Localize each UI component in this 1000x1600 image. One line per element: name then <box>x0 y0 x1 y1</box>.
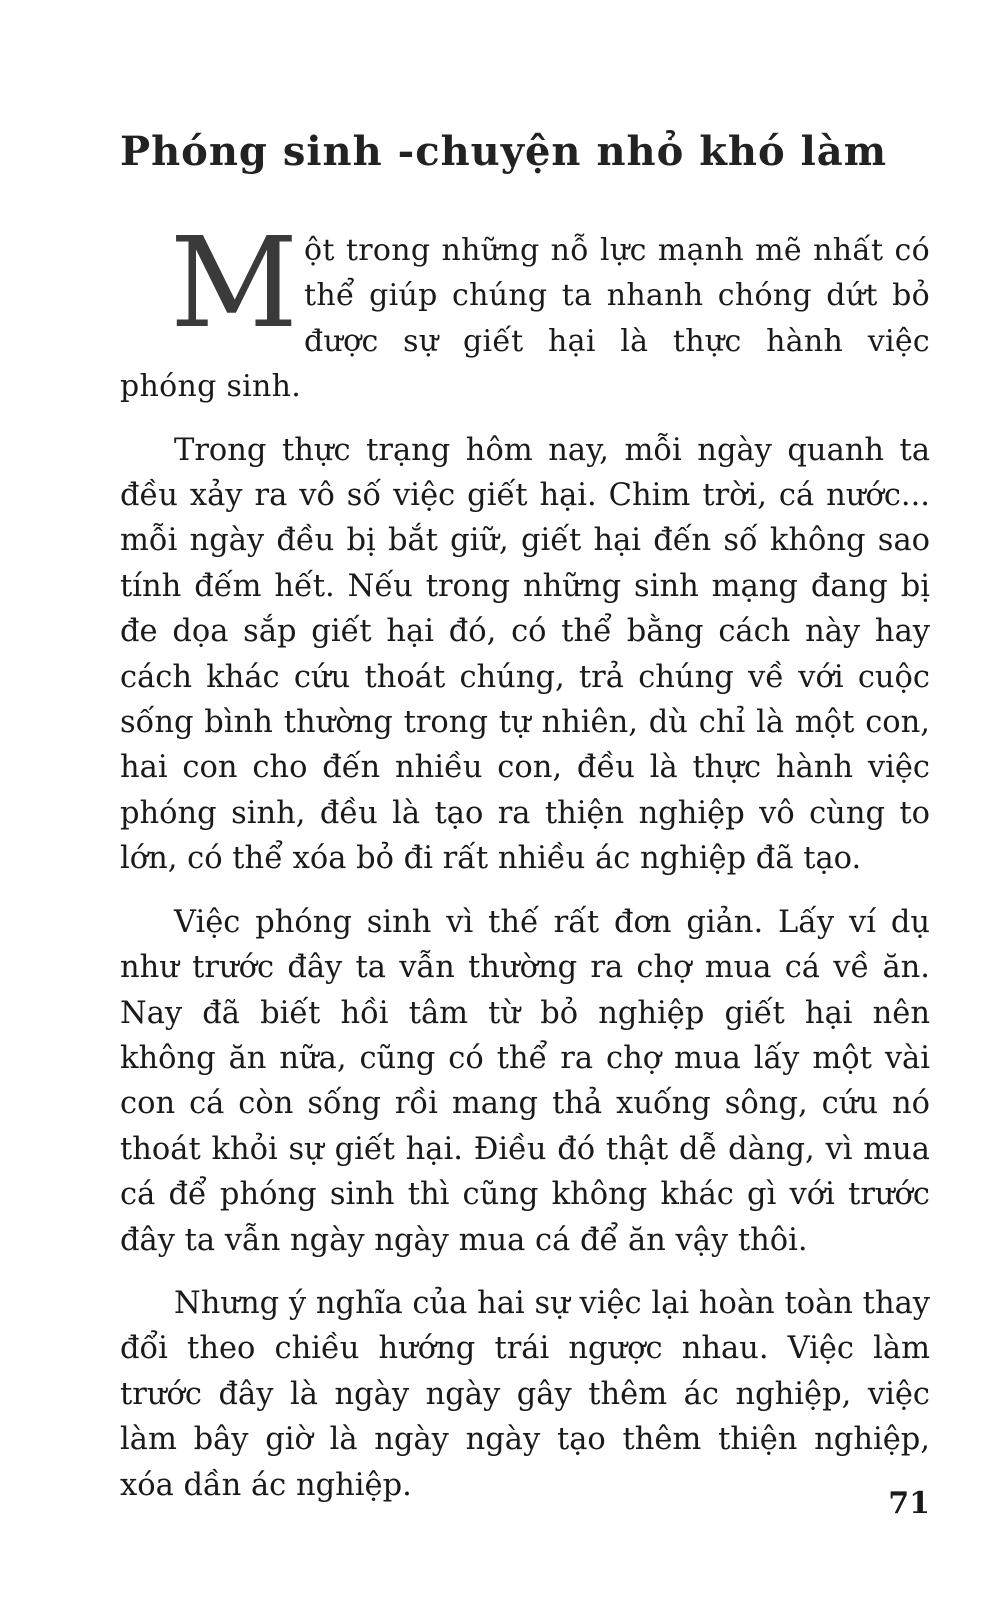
body-text <box>120 211 930 1526</box>
chapter-title: Phóng sinh -chuyện nhỏ khó làm <box>120 128 888 175</box>
paragraph-4: Nhưng ý nghĩa của hai sự việc lại hoàn toàn thay đổi theo chiều hướng trái ngược nhau. Việc làm trước đây là ngày ngày gây thêm ác nghiệp, việc làm bây giờ là ngày ngày tạo thêm thiện nghiệp, xóa dần ác nghiệp. <box>120 1285 930 1503</box>
paragraph-2: Trong thực trạng hôm nay, mỗi ngày quanh ta đều xảy ra vô số việc giết hại. Chim trời, cá nước... mỗi ngày đều bị bắt giữ, giết hại đến số không sao tính đếm hết. Nếu trong những sinh mạng đang bị đe dọa sắp giết hại đó, có thể bằng cách này hay cách khác cứu thoát chúng, trả chúng về với cuộc sống bình thường trong tự nhiên, dù chỉ là một con, hai con cho đến nhiều con, đều là thực hành việc phóng sinh, đều là tạo ra thiện nghiệp vô cùng to lớn, có thể xóa bỏ đi rất nhiều ác nghiệp đã tạo. <box>120 432 930 877</box>
page-number: 71 <box>888 1486 930 1521</box>
paragraph-3: Việc phóng sinh vì thế rất đơn giản. Lấy ví dụ như trước đây ta vẫn thường ra chợ mua cá về ăn. Nay đã biết hồi tâm từ bỏ nghiệp giết hại nên không ăn nữa, cũng có thể ra chợ mua lấy một vài con cá còn sống rồi mang thả xuống sông, cứu nó thoát khỏi sự giết hại. Điều đó thật dễ dàng, vì mua cá để phóng sinh thì cũng không khác gì với trước đây ta vẫn ngày ngày mua cá để ăn vậy thôi. <box>120 904 930 1258</box>
drop-cap: M <box>170 211 298 356</box>
paragraph-1 <box>120 211 930 410</box>
paragraph-1-text: ột trong những nỗ lực mạnh mẽ nhất có thể giúp chúng ta nhanh chóng dứt bỏ được sự giết hại là thực hành việc phóng sinh. <box>120 233 930 405</box>
